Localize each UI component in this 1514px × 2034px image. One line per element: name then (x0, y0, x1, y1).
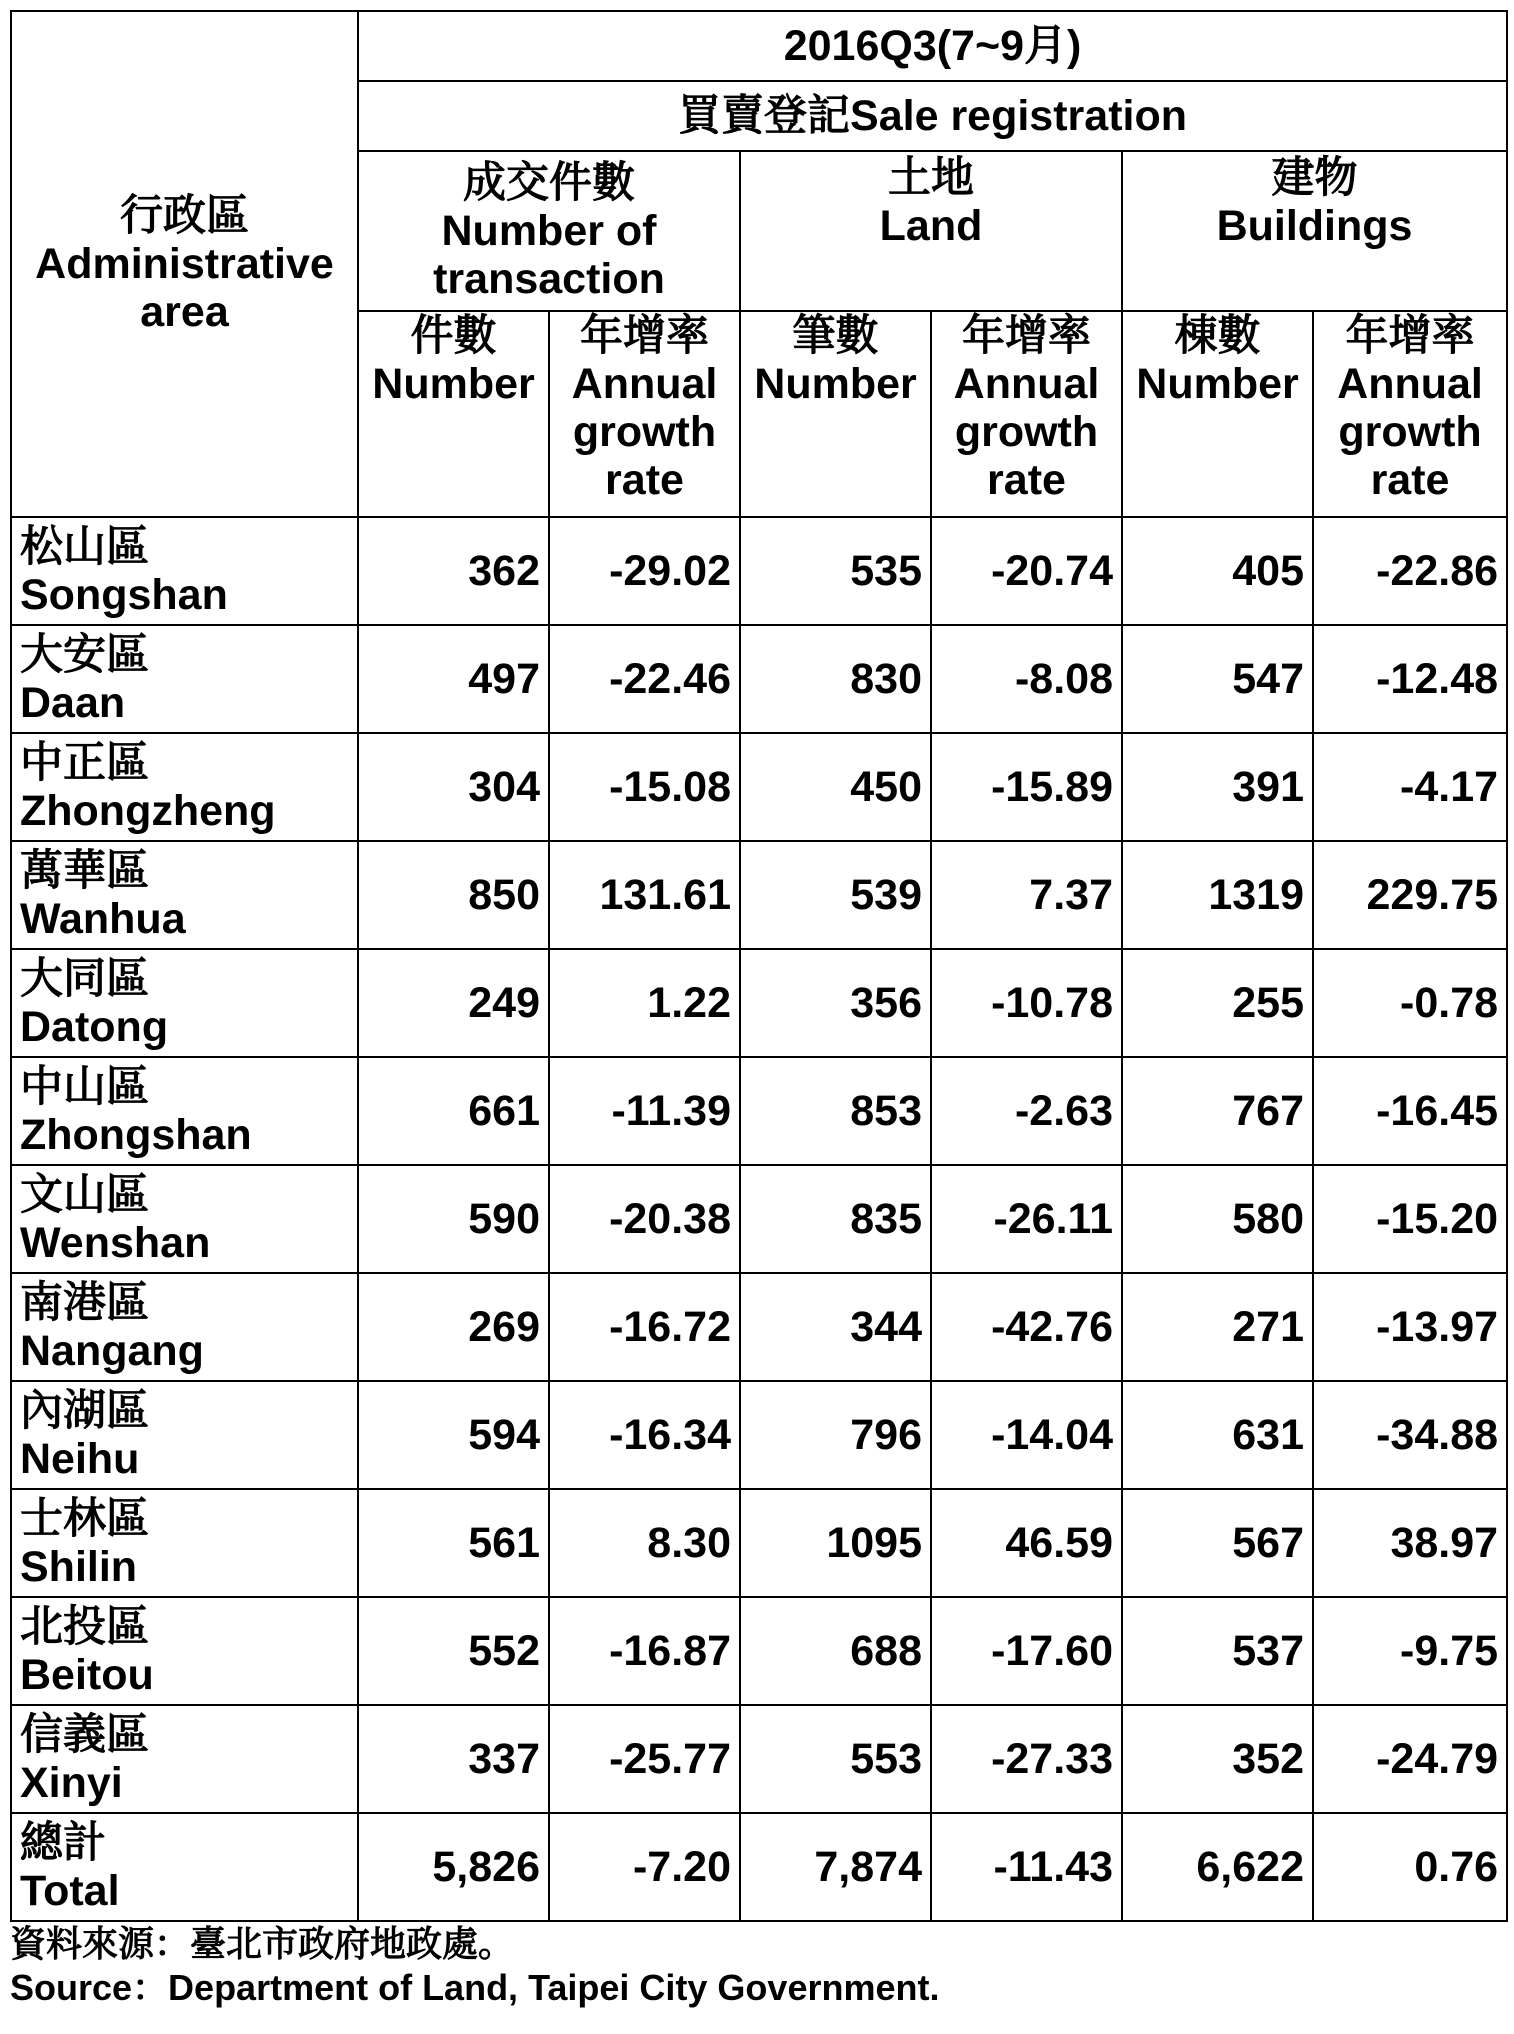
value-cell-transaction-growth: -7.20 (549, 1813, 740, 1921)
value-cell-transaction-growth: -16.87 (549, 1597, 740, 1705)
value-cell-buildings-count: 271 (1122, 1273, 1313, 1381)
district-cell (11, 625, 358, 733)
value-cell-land-growth: -11.43 (931, 1813, 1122, 1921)
value-cell-buildings-growth: -0.78 (1313, 949, 1507, 1057)
district-name-zh: 北投區 (20, 1603, 149, 1651)
value-cell-transaction-growth: -15.08 (549, 733, 740, 841)
value-cell-transaction-count: 249 (358, 949, 549, 1057)
value-cell-transaction-count: 552 (358, 1597, 549, 1705)
column-header-line: 棟數 (1174, 312, 1261, 360)
category-header: 買賣登記Sale registration (358, 81, 1507, 151)
column-header-line: Number (1136, 360, 1299, 408)
value-cell-land-growth: -27.33 (931, 1705, 1122, 1813)
value-cell-buildings-growth: 38.97 (1313, 1489, 1507, 1597)
district-name-en: Songshan (20, 571, 228, 619)
value-cell-transaction-growth: -11.39 (549, 1057, 740, 1165)
group-transaction-zh: 成交件數 (463, 159, 635, 207)
value-cell-transaction-growth: -20.38 (549, 1165, 740, 1273)
value-cell-transaction-count: 594 (358, 1381, 549, 1489)
source-note-en: Source：Department of Land, Taipei City Government. (10, 1967, 940, 2008)
value-cell-buildings-count: 537 (1122, 1597, 1313, 1705)
value-cell-buildings-count: 1319 (1122, 841, 1313, 949)
district-name-en: Datong (20, 1003, 169, 1051)
district-name-zh: 南港區 (20, 1279, 149, 1327)
column-header-line: 年增率 (962, 312, 1091, 360)
value-cell-buildings-count: 255 (1122, 949, 1313, 1057)
table-header (11, 11, 1507, 517)
value-cell-land-count: 356 (740, 949, 931, 1057)
value-cell-transaction-count: 497 (358, 625, 549, 733)
value-cell-buildings-growth: 229.75 (1313, 841, 1507, 949)
district-name-zh: 中山區 (20, 1063, 149, 1111)
column-header-line: 件數 (410, 312, 497, 360)
value-cell-land-count: 835 (740, 1165, 931, 1273)
value-cell-transaction-count: 850 (358, 841, 549, 949)
district-name-zh: 總計 (20, 1819, 106, 1867)
value-cell-transaction-growth: -25.77 (549, 1705, 740, 1813)
value-cell-land-growth: -17.60 (931, 1597, 1122, 1705)
group-header-land (740, 151, 1122, 311)
column-header-line: growth (572, 408, 717, 456)
district-cell (11, 1057, 358, 1165)
column-header-line: 年增率 (1345, 312, 1475, 360)
value-cell-buildings-growth: -12.48 (1313, 625, 1507, 733)
district-name-zh: 萬華區 (20, 847, 149, 895)
value-cell-land-count: 535 (740, 517, 931, 625)
value-cell-land-count: 450 (740, 733, 931, 841)
value-cell-transaction-growth: 8.30 (549, 1489, 740, 1597)
value-cell-land-growth: -20.74 (931, 517, 1122, 625)
district-name-en: Wanhua (20, 895, 186, 943)
value-cell-buildings-growth: -15.20 (1313, 1165, 1507, 1273)
sale-registration-table (10, 10, 1508, 1922)
district-name-zh: 內湖區 (20, 1387, 149, 1435)
district-cell (11, 841, 358, 949)
table-row (11, 841, 1507, 949)
district-name-en: Zhongshan (20, 1111, 252, 1159)
value-cell-buildings-growth: -16.45 (1313, 1057, 1507, 1165)
column-header-land-growth (931, 311, 1122, 517)
district-cell (11, 1273, 358, 1381)
value-cell-transaction-growth: -16.34 (549, 1381, 740, 1489)
group-land-en: Land (879, 202, 983, 250)
district-name-zh: 大同區 (20, 955, 149, 1003)
table-row (11, 1165, 1507, 1273)
column-header-line: Number (754, 360, 917, 408)
column-header-line: rate (1370, 456, 1450, 504)
column-header-line: Annual (953, 360, 1100, 408)
column-header-line: rate (605, 456, 684, 504)
column-header-land-count (740, 311, 931, 517)
value-cell-transaction-count: 304 (358, 733, 549, 841)
area-header-en-2: area (140, 288, 229, 336)
district-cell (11, 1489, 358, 1597)
value-cell-transaction-growth: 131.61 (549, 841, 740, 949)
column-header-line: rate (987, 456, 1066, 504)
district-name-en: Neihu (20, 1435, 140, 1483)
value-cell-land-growth: -2.63 (931, 1057, 1122, 1165)
value-cell-buildings-count: 547 (1122, 625, 1313, 733)
district-name-en: Wenshan (20, 1219, 211, 1267)
district-cell (11, 517, 358, 625)
table-row (11, 1597, 1507, 1705)
value-cell-land-count: 830 (740, 625, 931, 733)
value-cell-land-growth: -8.08 (931, 625, 1122, 733)
table-row (11, 1489, 1507, 1597)
table-row (11, 517, 1507, 625)
group-header-transaction (358, 151, 740, 311)
value-cell-land-count: 688 (740, 1597, 931, 1705)
value-cell-land-growth: 7.37 (931, 841, 1122, 949)
value-cell-land-growth: -15.89 (931, 733, 1122, 841)
district-name-zh: 大安區 (20, 631, 149, 679)
value-cell-buildings-count: 567 (1122, 1489, 1313, 1597)
value-cell-buildings-count: 391 (1122, 733, 1313, 841)
table-row (11, 1273, 1507, 1381)
value-cell-land-growth: -26.11 (931, 1165, 1122, 1273)
value-cell-land-count: 796 (740, 1381, 931, 1489)
value-cell-land-growth: 46.59 (931, 1489, 1122, 1597)
table-row (11, 1705, 1507, 1813)
column-header-line: Annual (571, 360, 718, 408)
district-name-en: Nangang (20, 1327, 204, 1375)
area-header-zh: 行政區 (120, 192, 249, 240)
district-cell (11, 733, 358, 841)
column-header-buildings-count (1122, 311, 1313, 517)
table-row (11, 625, 1507, 733)
column-header-line: growth (954, 408, 1099, 456)
district-name-en: Total (20, 1867, 120, 1915)
value-cell-transaction-growth: -16.72 (549, 1273, 740, 1381)
district-name-en: Zhongzheng (20, 787, 276, 835)
value-cell-transaction-growth: -22.46 (549, 625, 740, 733)
district-cell (11, 1597, 358, 1705)
table-row (11, 1813, 1507, 1921)
value-cell-transaction-count: 362 (358, 517, 549, 625)
value-cell-buildings-growth: 0.76 (1313, 1813, 1507, 1921)
value-cell-land-growth: -10.78 (931, 949, 1122, 1057)
value-cell-transaction-count: 337 (358, 1705, 549, 1813)
district-cell (11, 1165, 358, 1273)
value-cell-buildings-growth: -4.17 (1313, 733, 1507, 841)
value-cell-buildings-growth: -13.97 (1313, 1273, 1507, 1381)
column-header-line: Annual (1337, 360, 1483, 408)
value-cell-transaction-count: 661 (358, 1057, 549, 1165)
value-cell-buildings-count: 580 (1122, 1165, 1313, 1273)
column-header-buildings-growth (1313, 311, 1507, 517)
column-header-line: growth (1338, 408, 1482, 456)
period-header: 2016Q3(7~9月) (358, 11, 1507, 81)
district-name-zh: 士林區 (20, 1495, 149, 1543)
district-name-en: Xinyi (20, 1759, 123, 1807)
value-cell-buildings-growth: -34.88 (1313, 1381, 1507, 1489)
column-header-line: Number (372, 360, 535, 408)
column-header-transaction-growth (549, 311, 740, 517)
value-cell-transaction-count: 590 (358, 1165, 549, 1273)
value-cell-transaction-growth: 1.22 (549, 949, 740, 1057)
table-row (11, 949, 1507, 1057)
value-cell-buildings-growth: -9.75 (1313, 1597, 1507, 1705)
group-buildings-zh: 建物 (1271, 154, 1358, 202)
table-body (11, 517, 1507, 1921)
value-cell-land-count: 1095 (740, 1489, 931, 1597)
district-name-en: Daan (20, 679, 126, 727)
district-cell (11, 1381, 358, 1489)
table-row (11, 1057, 1507, 1165)
value-cell-transaction-growth: -29.02 (549, 517, 740, 625)
district-name-en: Shilin (20, 1543, 138, 1591)
value-cell-transaction-count: 561 (358, 1489, 549, 1597)
value-cell-buildings-growth: -24.79 (1313, 1705, 1507, 1813)
table-row (11, 1381, 1507, 1489)
district-name-zh: 文山區 (20, 1171, 149, 1219)
group-buildings-en: Buildings (1216, 202, 1413, 250)
district-name-zh: 信義區 (20, 1711, 149, 1759)
district-cell (11, 1813, 358, 1921)
value-cell-land-growth: -42.76 (931, 1273, 1122, 1381)
column-header-line: 筆數 (792, 312, 879, 360)
value-cell-buildings-count: 6,622 (1122, 1813, 1313, 1921)
value-cell-buildings-count: 405 (1122, 517, 1313, 625)
district-name-zh: 松山區 (20, 523, 149, 571)
group-transaction-en-2: transaction (433, 255, 665, 303)
value-cell-land-growth: -14.04 (931, 1381, 1122, 1489)
district-cell (11, 949, 358, 1057)
source-note-zh: 資料來源：臺北市政府地政處。 (10, 1923, 515, 1964)
value-cell-land-count: 7,874 (740, 1813, 931, 1921)
column-header-line: 年增率 (580, 312, 709, 360)
value-cell-land-count: 539 (740, 841, 931, 949)
district-name-en: Beitou (20, 1651, 154, 1699)
area-header-cell (11, 11, 358, 517)
value-cell-buildings-count: 352 (1122, 1705, 1313, 1813)
value-cell-land-count: 344 (740, 1273, 931, 1381)
value-cell-land-count: 853 (740, 1057, 931, 1165)
value-cell-buildings-count: 767 (1122, 1057, 1313, 1165)
area-header-en-1: Administrative (35, 240, 334, 288)
value-cell-buildings-count: 631 (1122, 1381, 1313, 1489)
value-cell-transaction-count: 269 (358, 1273, 549, 1381)
district-cell (11, 1705, 358, 1813)
value-cell-transaction-count: 5,826 (358, 1813, 549, 1921)
district-name-zh: 中正區 (20, 739, 149, 787)
group-transaction-en-1: Number of (441, 207, 657, 255)
group-land-zh: 土地 (888, 154, 974, 202)
group-header-buildings (1122, 151, 1507, 311)
column-header-transaction-count (358, 311, 549, 517)
table-row (11, 733, 1507, 841)
value-cell-buildings-growth: -22.86 (1313, 517, 1507, 625)
value-cell-land-count: 553 (740, 1705, 931, 1813)
